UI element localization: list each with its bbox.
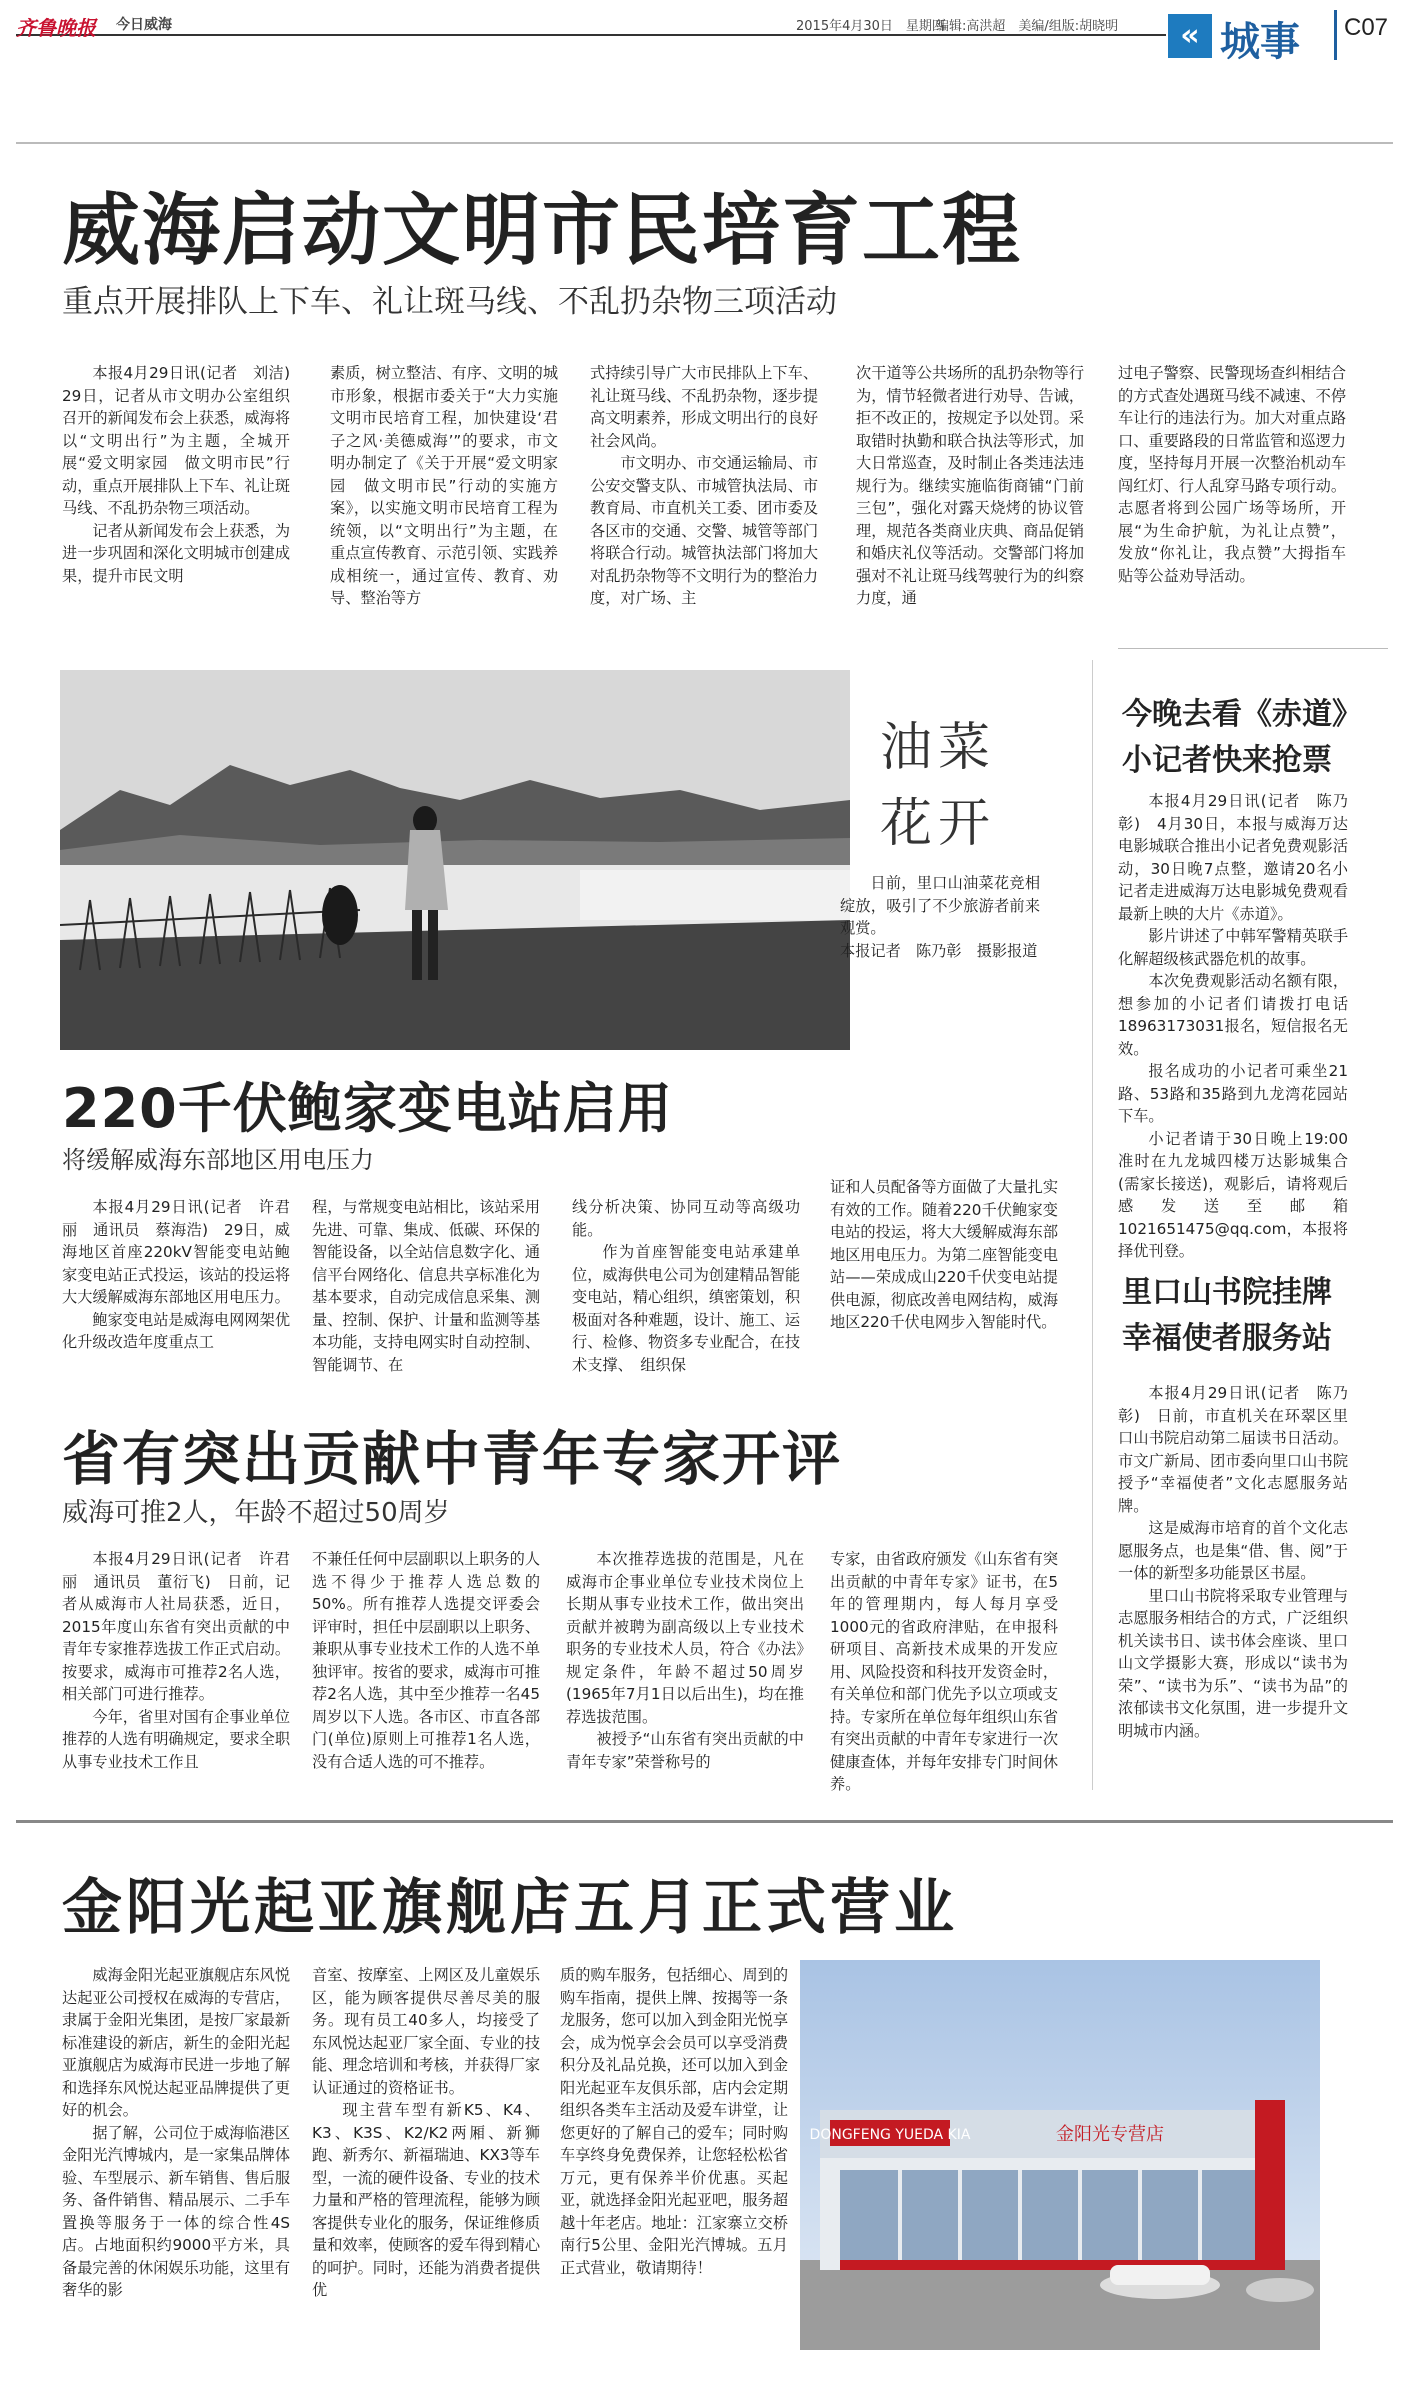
article-column [330,362,558,610]
divider [1118,648,1388,649]
article-column [62,1196,290,1354]
article-column [1118,362,1346,587]
paragraph: 线分析决策、协同互动等高级功能。 [572,1198,800,1239]
newspaper-logo: 齐鲁晚报 [16,16,96,40]
brand-sign: DONGFENG YUEDA KIA [809,2127,971,2143]
ad-column [312,1964,540,2302]
paragraph: 本次免费观影活动名额有限，想参加的小记者们请拨打电话18963173031报名，短信报名无效。 [1118,972,1348,1058]
photo-credit: 本报记者 陈乃彰 摄影报道 [840,941,1038,960]
article-subheadline: 重点开展排队上下车、礼让斑马线、不乱扔杂物三项活动 [62,284,837,320]
article-column [566,1548,804,1773]
article-column [62,1548,290,1773]
paragraph: 本报4月29日讯(记者 陈乃彰) 日前，市直机关在环翠区里口山书院启动第二届读书日活动。市文广新局、团市委向里口山书院授予“幸福使者”文化志愿服务站牌。 [1118,1384,1348,1515]
paragraph: 威海金阳光起亚旗舰店东风悦达起亚公司授权在威海的专营店，隶属于金阳光集团，是按厂家最新标准建设的新店，新生的金阳光起亚旗舰店为威海市民进一步地了解和选择东风悦达起亚品牌提供了更好的机会。 [62,1966,290,2119]
paragraph: 小记者请于30日晚上19:00准时在九龙城四楼万达影城集合(需家长接送)，观影后，请将观后感发送至邮箱1021651475@qq.com，本报将择优刊登。 [1118,1129,1348,1260]
sidebar-column [1118,1382,1348,1742]
editor-credits: 编辑:高洪超 美编/组版:胡晓明 [936,19,1119,34]
paragraph: 现主营车型有新K5、K4、K3、K3S、K2/K2两厢、新狮跑、新秀尔、新福瑞迪、KX3等车型，一流的硬件设备、专业的技术力量和严格的管理流程，能够为顾客提供专业化的服务，保证维修质量和效率，使顾客的爱车得到精心的呵护。同时，还能为消费者提供优 [312,2101,540,2299]
chevron-left-icon: « [1168,14,1212,58]
ad-column [62,1964,290,2302]
paragraph: 里口山书院将采取专业管理与志愿服务相结合的方式，广泛组织机关读书日、读书体会座谈、里口山文学摄影大赛，形成以“读书为荣”、“读书为乐”、“读书为品”的浓郁读书文化氛围，进一步提升文明城市内涵。 [1118,1586,1348,1740]
paragraph: 次干道等公共场所的乱扔杂物等行为，情节轻微者进行劝导、告诫，拒不改正的，按规定予以处罚。采取错时执勤和联合执法等形式，加大日常巡查，及时制止各类违法违规行为。继续实施临街商铺“门前三包”，强化对露天烧烤的协议管理，规范各类商业庆典、商品促销和婚庆礼仪等活动。交警部门将加强对不礼让斑马线驾驶行为的纠察力度，通 [856,364,1084,607]
article-headline: 省有突出贡献中青年专家开评 [62,1425,843,1493]
caption-text: 日前，里口山油菜花竞相绽放，吸引了不少旅游者前来观赏。 [840,874,1040,937]
ad-column [560,1964,788,2279]
article-column [312,1196,540,1376]
article-column [590,362,818,610]
article-subheadline: 将缓解威海东部地区用电压力 [62,1146,374,1174]
photo-title-line: 花开 [880,794,997,854]
paragraph: 本报4月29日讯(记者 刘洁) 29日，记者从市文明办公室组织召开的新闻发布会上获悉，威海将以“文明出行”为主题，全城开展“爱文明家园 做文明市民”行动，重点开展排队上下车、礼让斑马线、不乱扔杂物三项活动。 [62,364,306,517]
paragraph: 影片讲述了中韩军警精英联手化解超级核武器危机的故事。 [1118,927,1348,968]
article-column [62,362,306,587]
paragraph: 这是威海市培育的首个文化志愿服务点，也是集“借、售、阅”于一体的新型多功能景区书屋。 [1118,1519,1348,1582]
article-headline: 220千伏鲍家变电站启用 [62,1077,673,1140]
dealership-photo [800,1960,1320,2350]
paragraph: 质的购车服务，包括细心、周到的购车指南，提供上牌、按揭等一条龙服务，您可以加入到金阳光悦享会，成为悦享会会员可以享受消费积分及礼品兑换，还可以加入到金阳光起亚车友俱乐部，店内会定期组织各类车主活动及爱车讲堂，让您更好的了解自己的爱车；同时购车享终身免费保养，让您轻松松省万元，更有保养半价优惠。买起亚，就选择金阳光起亚吧，服务超越十年老店。地址：江家寨立交桥南行5公里、金阳光汽博城。五月正式营业，敬请期待！ [560,1966,788,2277]
paragraph: 报名成功的小记者可乘坐21路、53路和35路到九龙湾花园站下车。 [1118,1062,1348,1125]
headline-line: 里口山书院挂牌 [1122,1275,1332,1310]
paragraph: 本报4月29日讯(记者 陈乃彰) 4月30日，本报与威海万达电影城联合推出小记者免费观影活动，30日晚7点整，邀请20名小记者走进威海万达电影城免费观看最新上映的大片《赤道》。 [1118,792,1348,923]
page-number: C07 [1344,14,1389,41]
article-column [312,1548,540,1773]
paragraph: 鲍家变电站是威海电网网架优化升级改造年度重点工 [62,1310,290,1351]
article-headline: 威海启动文明市民培育工程 [62,186,1023,276]
paragraph: 据了解，公司位于威海临港区金阳光汽博城内，是一家集品牌体验、车型展示、新车销售、售后服务、备件销售、精品展示、二手车置换等服务于一体的综合性4S店。占地面积约9000平方米，具备最完善的休闲娱乐功能，这里有奢华的影 [62,2123,290,2299]
article-column [856,362,1084,610]
headline-line: 小记者快来抢票 [1122,743,1332,778]
photo-title-line: 油菜 [880,718,997,778]
paragraph: 今年，省里对国有企事业单位推荐的人选有明确规定，要求全职从事专业技术工作且 [62,1707,290,1771]
paragraph: 本次推荐选拔的范围是，凡在威海市企事业单位专业技术岗位上长期从事专业技术工作，做出突出贡献并被聘为副高级以上专业技术职务的专业技术人员，符合《办法》规定条件，年龄不超过50周岁(1965年7月1日以后出生)，均在推荐选拔范围。 [566,1550,804,1726]
headline-line: 幸福使者服务站 [1122,1321,1332,1356]
paragraph: 专家，由省政府颁发《山东省有突出贡献的中青年专家》证书，在5年的管理期内，每人每月享受1000元的省政府津贴，在申报科研项目、高新技术成果的开发应用、风险投资和科技开发资金时，有关单位和部门优先予以立项或支持。专家所在单位每年组织山东省有突出贡献的中青年专家进行一次健康查体，并每年安排专门时间休养。 [830,1550,1058,1793]
dealership-illustration [800,1960,1320,2350]
paragraph: 式持续引导广大市民排队上下车、礼让斑马线、不乱扔杂物，逐步提高文明素养，形成文明出行的良好社会风尚。 [590,364,818,450]
paragraph: 音室、按摩室、上网区及儿童娱乐区，能为顾客提供尽善尽美的服务。现有员工40多人，均接受了东风悦达起亚厂家全面、专业的技能、理念培训和考核，并获得厂家认证通过的资格证书。 [312,1966,540,2097]
edition-label: 今日威海 [116,17,172,33]
article-column [572,1196,800,1376]
paragraph: 过电子警察、民警现场查纠相结合的方式查处遇斑马线不减速、不停车让行的违法行为。加大对重点路口、重要路段的日常监管和巡逻力度，坚持每月开展一次整治机动车闯红灯、行人乱穿马路专项行动。志愿者将到公园广场等场所，开展“为生命护航，为礼让点赞”，发放“你礼让，我点赞”大拇指车贴等公益劝导活动。 [1118,364,1346,585]
masthead-bar [16,16,1166,40]
photo-title [880,710,996,862]
photo-rapeseed-flowers [60,670,850,1050]
paragraph: 素质，树立整洁、有序、文明的城市形象，根据市委关于“大力实施文明市民培育工程，加快建设‘君子之风·美德威海’”的要求，市文明办制定了《关于开展“爱文明家园 做文明市民”行动的实施方案》，以实施文明市民培育工程为统领，以“文明出行”为主题，在重点宣传教育、示范引领、实践养成相统一，通过宣传、教育、劝导、整治等方 [330,364,558,607]
paragraph: 本报4月29日讯(记者 许君丽 通讯员 董衍飞) 日前，记者从威海市人社局获悉，近日，2015年度山东省有突出贡献的中青年专家推荐选拔工作正式启动。按要求，威海市可推荐2名人选，相关部门可进行推荐。 [62,1550,290,1703]
sidebar-headline [1122,1270,1332,1362]
paragraph: 被授予“山东省有突出贡献的中青年专家”荣誉称号的 [566,1730,804,1771]
divider [1092,660,1093,1790]
landscape-photo [60,670,850,1050]
headline-line: 今晚去看《赤道》 [1122,697,1362,732]
paragraph: 记者从新闻发布会上获悉，为进一步巩固和深化文明城市创建成果，提升市民文明 [62,521,290,585]
article-subheadline: 威海可推2人，年龄不超过50周岁 [62,1498,450,1528]
sidebar-headline [1122,692,1362,784]
divider [16,142,1393,144]
paragraph: 不兼任任何中层副职以上职务的人选不得少于推荐人选总数的50%。所有推荐人选提交评委会评审时，担任中层副职以上职务、兼职从事专业技术工作的人选不单独评审。按省的要求，威海市可推荐2名人选，其中至少推荐一名45周岁以下人选。各市区、市直各部门(单位)原则上可推荐1名人选，没有合适人选的可不推荐。 [312,1550,540,1771]
section-title: 城事 [1220,19,1300,65]
store-sign: 金阳光专营店 [1056,2124,1164,2145]
paragraph: 作为首座智能变电站承建单位，威海供电公司为创建精品智能变电站，精心组织，缜密策划，积极面对各种难题，设计、施工、运行、检修、物资多专业配合，在技术支撑、 组织保 [572,1243,800,1374]
article-column [830,1548,1058,1796]
sidebar-column [1118,790,1348,1263]
paragraph: 程，与常规变电站相比，该站采用先进、可靠、集成、低碳、环保的智能设备，以全站信息数字化、通信平台网络化、信息共享标准化为基本要求，自动完成信息采集、测量、控制、保护、计量和监测等基本功能，支持电网实时自动控制、智能调节、在 [312,1198,540,1374]
section-tab [1168,10,1326,66]
paragraph: 市文明办、市交通运输局、市公安交警支队、市城管执法局、市教育局、市直机关工委、团市委及各区市的交通、交警、城管等部门将联合行动。城管执法部门将加大对乱扔杂物等不文明行为的整治力度，对广场、主 [590,454,818,607]
masthead [0,0,1409,78]
photo-caption [840,872,1040,962]
paragraph: 证和人员配备等方面做了大量扎实有效的工作。随着220千伏鲍家变电站的投运，将大大缓解威海东部地区用电压力。为第二座智能变电站——荣成成山220千伏变电站提供电源，彻底改善电网结构，威海地区220千伏电网步入智能时代。 [830,1178,1058,1331]
issue-date: 2015年4月30日 星期四 [796,19,945,34]
divider [1334,10,1337,60]
paragraph: 本报4月29日讯(记者 许君丽 通讯员 蔡海浩) 29日，威海地区首座220kV智能变电站鲍家变电站正式投运，该站的投运将大大缓解威海东部地区用电压力。 [62,1198,290,1306]
article-column [830,1176,1058,1334]
ad-headline: 金阳光起亚旗舰店五月正式营业 [62,1873,958,1943]
